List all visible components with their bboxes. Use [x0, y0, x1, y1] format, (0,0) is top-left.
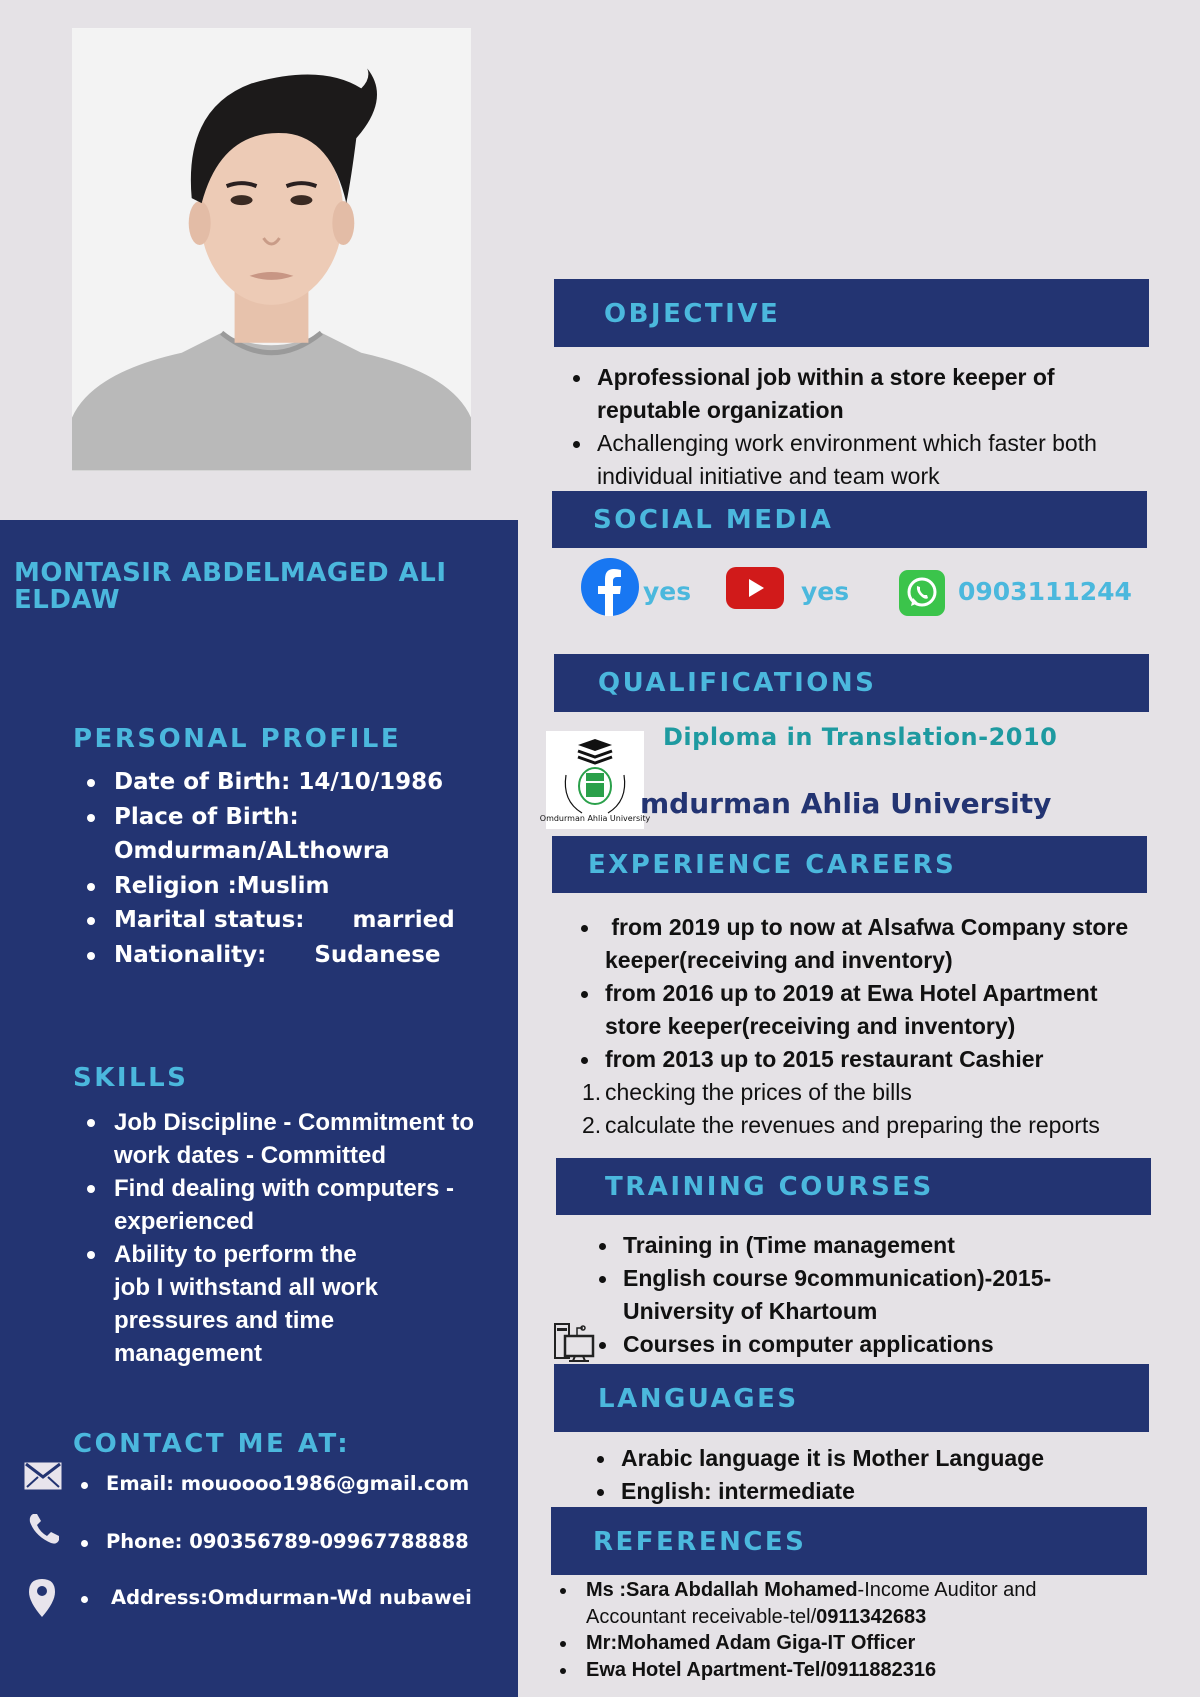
duty-item [582, 1076, 1152, 1109]
facebook-status: yes [643, 577, 692, 606]
skill-item: Ability to perform the job I withstand all work pressures and time management [73, 1238, 393, 1370]
experience-list [577, 911, 1147, 1076]
contact-phone-row [24, 1512, 494, 1552]
duty-text: calculate the revenues and preparing the reports [605, 1112, 1100, 1138]
facebook-icon[interactable] [581, 558, 639, 616]
profile-item-nationality: Nationality: Sudanese [73, 938, 493, 973]
objective-item: Achallenging work environment which faster both individual initiative and team work [569, 427, 1149, 493]
contact-phone[interactable]: Phone: 090356789-09967788888 [106, 1530, 469, 1553]
contact-email[interactable]: Email: mouoooo1986@gmail.com [106, 1472, 470, 1495]
profile-photo [72, 28, 471, 471]
languages-header-bar [554, 1364, 1149, 1432]
experience-item: from 2019 up to now at Alsafwa Company store keeper(receiving and inventory) [577, 911, 1147, 977]
profile-photo-illustration [72, 28, 471, 471]
bullet [81, 1482, 88, 1489]
skill-item: Job Discipline - Commitment to work dates - Committed [73, 1106, 483, 1172]
skills-heading: SKILLS [73, 1063, 189, 1093]
logo-caption: Omdurman Ahlia University [539, 814, 651, 823]
computer-icon [553, 1322, 597, 1362]
training-heading: TRAINING COURSES [605, 1172, 934, 1202]
bullet [81, 1540, 88, 1547]
duty-number: 1. [582, 1079, 602, 1105]
profile-item-place-of-birth: Place of Birth: Omdurman/ALthowra [73, 800, 373, 869]
qualification-diploma: Diploma in Translation-2010 [663, 723, 1058, 751]
experience-heading: EXPERIENCE CAREERS [588, 850, 957, 880]
objective-list [569, 361, 1149, 493]
references-heading: REFERENCES [593, 1527, 807, 1557]
bullet [81, 1596, 88, 1603]
social-media-heading: SOCIAL MEDIA [593, 505, 834, 535]
qualifications-heading: QUALIFICATIONS [598, 668, 877, 698]
experience-header-bar [552, 836, 1147, 893]
duty-text: checking the prices of the bills [605, 1079, 912, 1105]
training-item: English course 9communication)-2015-University of Khartoum [595, 1262, 1135, 1328]
cashier-duties-list [582, 1076, 1152, 1142]
personal-profile-list [73, 765, 493, 972]
objective-header-bar [554, 279, 1149, 347]
person-name: MONTASIR ABDELMAGED ALI ELDAW [14, 558, 447, 615]
profile-item-religion: Religion :Muslim [73, 869, 493, 904]
phone-icon [27, 1512, 61, 1546]
training-header-bar [556, 1158, 1151, 1215]
languages-list [593, 1442, 1133, 1508]
languages-heading: LANGUAGES [598, 1384, 799, 1414]
whatsapp-icon[interactable] [899, 570, 945, 616]
contact-address-row [24, 1578, 494, 1622]
duty-item [582, 1109, 1152, 1142]
experience-item: from 2013 up to 2015 restaurant Cashier [577, 1043, 1147, 1076]
reference-item [554, 1630, 1094, 1657]
personal-profile-heading: PERSONAL PROFILE [73, 724, 402, 754]
objective-heading: OBJECTIVE [604, 299, 781, 329]
duty-number: 2. [582, 1112, 602, 1138]
university-logo [539, 731, 651, 829]
references-list [554, 1577, 1094, 1683]
map-pin-icon [27, 1578, 57, 1618]
experience-item: from 2016 up to 2019 at Ewa Hotel Apartment store keeper(receiving and inventory) [577, 977, 1147, 1043]
references-header-bar [551, 1507, 1147, 1575]
training-list [595, 1229, 1135, 1361]
skills-list [73, 1106, 483, 1370]
youtube-icon[interactable] [726, 567, 784, 609]
envelope-icon [24, 1462, 62, 1490]
reference-name: Ms :Sara Abdallah Mohamed [586, 1579, 858, 1601]
skill-item: Find dealing with computers - experienced [73, 1172, 483, 1238]
social-media-header-bar [552, 491, 1147, 548]
university-logo-icon [539, 731, 651, 829]
profile-item-dob: Date of Birth: 14/10/1986 [73, 765, 493, 800]
reference-name: Ewa Hotel Apartment-Tel/0911882316 [586, 1658, 937, 1681]
contact-heading: CONTACT ME AT: [73, 1429, 351, 1459]
reference-role: -Income Auditor and Accountant receivable-tel/ [586, 1579, 1037, 1628]
reference-item [554, 1657, 1094, 1684]
objective-item: Aprofessional job within a store keeper of reputable organization [569, 361, 1149, 427]
language-item: English: intermediate [593, 1475, 1133, 1508]
qualification-university: mdurman Ahlia University [640, 787, 1052, 820]
contact-address: Address:Omdurman-Wd nubawei [111, 1586, 472, 1609]
qualifications-header-bar [554, 654, 1149, 712]
contact-email-row [24, 1462, 494, 1502]
language-item: Arabic language it is Mother Language [593, 1442, 1133, 1475]
training-item: Training in (Time management [595, 1229, 1135, 1262]
reference-item [554, 1577, 1094, 1630]
profile-item-marital-status: Marital status: married [73, 903, 493, 938]
youtube-status: yes [801, 577, 850, 606]
training-item: Courses in computer applications [595, 1328, 1135, 1361]
reference-name: Mr:Mohamed Adam Giga-IT Officer [586, 1632, 916, 1654]
reference-phone: 0911342683 [816, 1605, 927, 1628]
whatsapp-number[interactable]: 0903111244 [958, 577, 1132, 606]
